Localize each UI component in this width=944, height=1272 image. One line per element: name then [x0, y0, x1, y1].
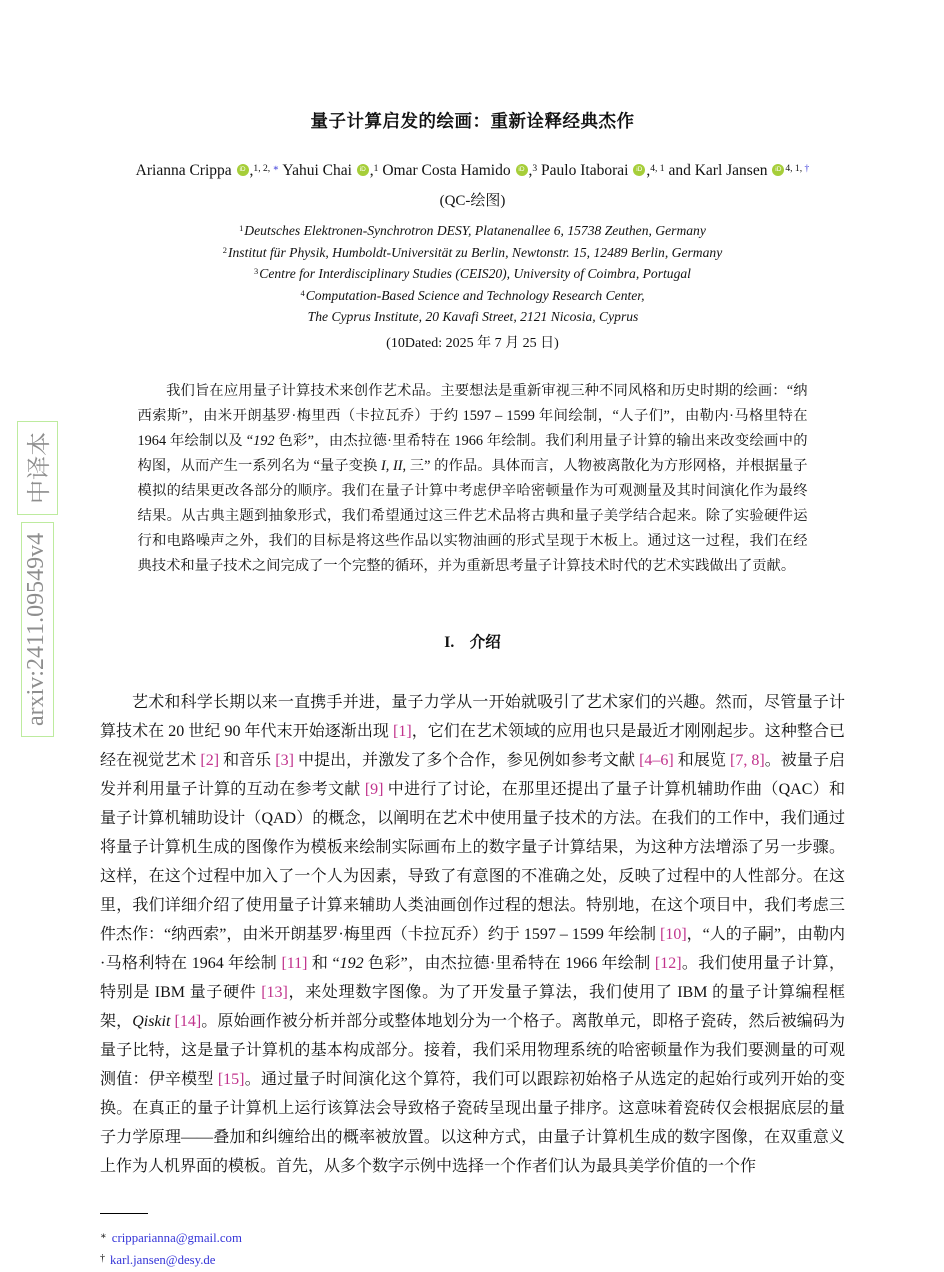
author-line [100, 162, 845, 180]
author-affil-sup: 3 [532, 162, 538, 174]
orcid-icon[interactable] [357, 164, 369, 176]
text-run: , [646, 162, 651, 179]
body-text: ，来处理数字图像。为了开发量子算法，我们使用了 IBM 的量子计算编程框架， [100, 983, 845, 1030]
footnote-marker: ∗ [100, 1230, 107, 1242]
citation-link[interactable]: [11] [281, 954, 308, 972]
orcid-icon[interactable] [516, 164, 528, 176]
introduction-paragraph [100, 688, 845, 1181]
citation-link[interactable]: [10] [659, 925, 687, 943]
affiliation-text: Institut für Physik, Humboldt-Universität zu Berlin, Newtonstr. 15, 12489 Berlin, Germany [227, 244, 723, 260]
artwork-title: 192 [339, 954, 364, 972]
author-name: Omar Costa Hamido [378, 162, 515, 179]
paper-title: 量子计算启发的绘画：重新诠释经典杰作 [310, 111, 635, 131]
abstract-text: 我们旨在应用量子计算技术来创作艺术品。主要想法是重新审视三种不同风格和历史时期的绘画：“纳西索斯”，由米开朗基罗·梅里西（卡拉瓦乔）于约 1597 – 1599 年间绘制，“人子们”，由勒内·马格里特在 1964 年绘制以及 “ [137, 382, 808, 449]
author-affil-sup: 4, 1, [785, 162, 805, 174]
affiliation-line [100, 307, 845, 329]
body-text: 中提出，并激发了多个合作，参见例如参考文献 [293, 751, 640, 769]
affiliation-text: The Cyprus Institute, 20 Kavafi Street, 2121 Nicosia, Cyprus [307, 309, 639, 324]
body-text: ，“人的子嗣”，由勒内·马格利特在 1964 年绘制 [100, 925, 845, 972]
section-heading-introduction: I. 介绍 [444, 633, 501, 651]
orcid-icon[interactable] [633, 164, 645, 176]
software-name: Qiskit [132, 1012, 171, 1030]
citation-link[interactable]: [9] [364, 780, 384, 798]
orcid-icon[interactable] [772, 164, 784, 176]
body-text: 和展览 [673, 751, 730, 769]
body-text: ，它们在艺术领域的应用也只是最近才刚刚起步。这种整合已经在视觉艺术 [100, 722, 845, 769]
body-text: 色彩”，由杰拉德·里希特在 1966 年绘制 [363, 954, 655, 972]
body-text: 和音乐 [219, 751, 276, 769]
arxiv-sidebar [17, 421, 58, 737]
abstract-text: 三” 的作品。具体而言，人物被离散化为方形网格，并根据量子模拟的结果更改各部分的顺序。我们在量子计算中考虑伊辛哈密顿量作为可观测量及其时间演化作为最终结果。从古典主题到抽象形式，我们希望通过这三件艺术品将古典和量子美学结合起来。除了实验硬件运行和电路噪声之外，我们的目标是将这些作品以实物油画的形式呈现于木板上。通过这一过程，我们在经典技术和量子技术之间完成了一个完整的循环，并为重新思考量子计算技术时代的艺术实践做出了贡献。 [137, 457, 808, 574]
corresponding-author-mark[interactable]: † [804, 162, 810, 174]
citation-link[interactable]: [2] [200, 751, 220, 769]
citation-link[interactable]: [15] [217, 1070, 245, 1088]
footnote-rule [100, 1213, 148, 1214]
author-affil-sup: 1 [373, 162, 379, 174]
email-link[interactable]: cripparianna@gmail.com [111, 1230, 242, 1245]
citation-link[interactable]: [7, 8] [729, 751, 765, 769]
affiliation-line [100, 243, 845, 265]
affiliation-number: 1 [239, 223, 244, 234]
date-line: (10Dated: 2025 年 7 月 25 日) [386, 335, 559, 351]
footnote-line [100, 1250, 845, 1272]
author-name: Yahui Chai [279, 162, 356, 179]
affiliation-text: Centre for Interdisciplinary Studies (CEIS20), University of Coimbra, Portugal [259, 266, 691, 281]
author-affil-sup: 4, 1 [650, 162, 665, 174]
citation-link[interactable]: [3] [275, 751, 294, 769]
citation-link[interactable]: [4–6] [639, 751, 674, 769]
citation-link[interactable]: [13] [261, 983, 288, 1001]
author-name: and Karl Jansen [664, 162, 772, 179]
text-run: , [528, 162, 533, 179]
footnotes-block [100, 1228, 845, 1272]
collaboration-name: (QC-绘图) [439, 193, 506, 209]
orcid-icon[interactable] [237, 164, 249, 176]
footnote-marker: † [100, 1252, 105, 1264]
affiliation-number: 4 [300, 287, 305, 298]
translation-badge: 中译本 [17, 421, 58, 515]
citation-link[interactable]: [12] [654, 954, 682, 972]
author-affil-sup: 1, 2, [253, 162, 273, 174]
body-text: 。我们使用量子计算，特别是 IBM 量子硬件 [100, 954, 845, 1001]
body-text: 中进行了讨论，在那里还提出了量子计算机辅助作曲（QAC）和量子计算机辅助设计（QAD）的概念，以阐明在艺术中使用量子技术的方法。在我们的工作中，我们通过将量子计算机生成的图像作为模板来绘制实际画布上的数字量子计算结果，为这种方法增添了另一步骤。这样，在这个过程中加入了一个人为因素，导致了有意图的不准确之处，反映了过程中的人性部分。在这里，我们详细介绍了使用量子计算来辅助人类油画创作过程的想法。特别地，在这个项目中，我们考虑三件杰作：“纳西索”，由米开朗基罗·梅里西（卡拉瓦乔）约于 1597 – 1599 年绘制 [100, 780, 845, 943]
artwork-title: I, II, [381, 457, 407, 474]
artwork-title: 192 [253, 432, 275, 449]
corresponding-author-mark[interactable]: ∗ [272, 162, 280, 174]
arxiv-id-badge: arxiv:2411.09549v4 [21, 522, 54, 737]
email-link[interactable]: karl.jansen@desy.de [110, 1252, 216, 1267]
affiliation-line [100, 264, 845, 286]
affiliation-line [100, 286, 845, 308]
footnote-line [100, 1228, 845, 1250]
body-text: 艺术和科学长期以来一直携手并进，量子力学从一开始就吸引了艺术家们的兴趣。然而，尽管量子计算技术在 20 世纪 90 年代末开始逐渐出现 [100, 693, 845, 740]
author-name: Paulo Itaborai [537, 162, 633, 179]
body-text: 。被量子启发并利用量子计算的互动在参考文献 [100, 751, 845, 798]
author-name: Arianna Crippa [135, 162, 236, 179]
citation-link[interactable]: [1] [392, 722, 412, 740]
abstract [138, 379, 808, 579]
body-text: 。原始画作被分析并部分或整体地划分为一个格子。离散单元，即格子瓷砖，然后被编码为量子比特，这是量子计算机的基本构成部分。接着，我们采用物理系统的哈密顿量作为我们要测量的可观测值：伊辛模型 [100, 1012, 845, 1088]
body-text: 和 “ [307, 954, 340, 972]
affiliation-number: 2 [222, 244, 227, 255]
affiliation-line [100, 221, 845, 243]
text-run: , [369, 162, 374, 179]
paper-content [100, 0, 845, 1272]
affiliations-block [100, 221, 845, 329]
affiliation-number: 3 [254, 266, 259, 277]
body-text: 。通过量子时间演化这个算符，我们可以跟踪初始格子从选定的起始行或列开始的变换。在真正的量子计算机上运行该算法会导致格子瓷砖呈现出量子排序。这意味着瓷砖仅会根据底层的量子力学原理——叠加和纠缠给出的概率被放置。以这种方式，由量子计算机生成的数字图像，在双重意义上作为人机界面的模板。首先，从多个数字示例中选择一个作者们认为最具美学价值的一个作 [100, 1070, 845, 1175]
affiliation-text: Deutsches Elektronen-Synchrotron DESY, Platanenallee 6, 15738 Zeuthen, Germany [244, 223, 706, 238]
abstract-text: 色彩”，由杰拉德·里希特在 1966 年绘制。我们利用量子计算的输出来改变绘画中的构图，从而产生一系列名为 “量子变换 [137, 432, 808, 474]
affiliation-text: Computation-Based Science and Technology Research Center, [305, 287, 645, 303]
text-run: , [249, 162, 254, 179]
citation-link[interactable]: [14] [174, 1012, 202, 1030]
